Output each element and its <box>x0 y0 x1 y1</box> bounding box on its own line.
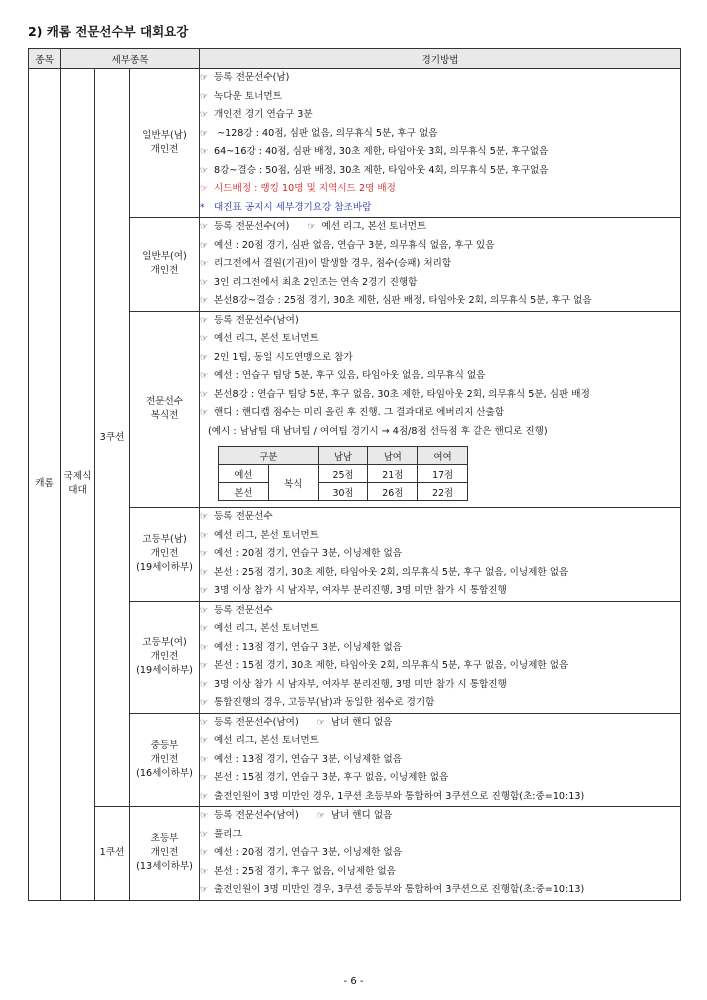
rule-line <box>200 769 680 788</box>
rule-text: 등록 전문선수 <box>214 511 273 522</box>
rules-cell <box>200 311 681 508</box>
rule-line <box>200 125 680 144</box>
handicap-value: 25점 <box>318 465 368 483</box>
pointing-hand-icon: ☞ <box>200 605 209 616</box>
pointing-hand-icon: ☞ <box>200 885 209 895</box>
rule-text: 예선 리그, 본선 토너먼트 <box>321 221 427 232</box>
rule-line <box>200 143 680 162</box>
rule-text: 녹다운 토너먼트 <box>214 90 282 102</box>
pointing-hand-icon: ☞ <box>200 848 209 858</box>
header-jongmok: 종목 <box>29 49 61 69</box>
pointing-hand-icon: ☞ <box>200 408 209 418</box>
handicap-value: 17점 <box>418 465 468 483</box>
rules-cell <box>200 807 681 901</box>
pointing-hand-icon: ☞ <box>200 147 209 157</box>
pointing-hand-icon: ☞ <box>200 110 209 120</box>
rule-line <box>200 826 680 845</box>
sport-cell: 캐롬 <box>29 69 61 901</box>
pointing-hand-icon: ☞ <box>200 315 209 326</box>
rule-text: 예선 : 20점 경기, 심판 없음, 연습구 3분, 의무휴식 없음, 후구 있음 <box>214 239 495 251</box>
handicap-table <box>218 446 468 501</box>
rule-text: 2인 1팀, 동일 시도연맹으로 참가 <box>214 351 353 363</box>
pointing-hand-icon: ☞ <box>200 866 209 877</box>
rule-text: 본선 : 15점 경기, 연습구 3분, 후구 없음, 이닝제한 없음 <box>214 772 449 783</box>
handicap-header: 남여 <box>368 447 418 465</box>
competition-table <box>28 48 681 901</box>
handicap-value: 21점 <box>368 465 418 483</box>
pointing-hand-icon: ☞ <box>200 371 209 381</box>
rule-line <box>200 386 680 405</box>
rule-line <box>200 367 680 386</box>
handicap-value: 30점 <box>318 483 368 501</box>
rule-text: 본선8강 : 연습구 팀당 5분, 후구 없음, 30초 제한, 타임아웃 2회, 의무휴식 5분, 심판 배정 <box>214 388 590 400</box>
rule-text: 예선 리그, 본선 토너먼트 <box>214 529 319 541</box>
rule-line <box>200 545 680 564</box>
table-header-row <box>29 49 681 69</box>
pointing-hand-icon: ☞ <box>200 240 209 251</box>
pointing-hand-icon: ☞ <box>307 222 316 232</box>
pointing-hand-icon: ☞ <box>200 549 209 559</box>
handicap-header: 여여 <box>418 447 468 465</box>
handicap-value: 26점 <box>368 483 418 501</box>
rule-line <box>200 218 680 237</box>
one-cushion-cell: 1쿠션 <box>95 807 130 901</box>
pointing-hand-icon: ☞ <box>200 389 209 400</box>
rule-text: 등록 전문선수(남여) <box>214 314 299 326</box>
rule-line <box>200 349 680 368</box>
rule-text: 시드배정 : 랭킹 10명 및 지역시드 2명 배정 <box>214 183 396 194</box>
rule-line <box>200 312 680 331</box>
rule-text: ~128강 : 40점, 심판 없음, 의무휴식 5분, 후구 없음 <box>214 127 438 139</box>
table-row <box>29 807 681 901</box>
division-name: 중등부 개인전 (16세이하부) <box>130 713 200 807</box>
rule-text: 본선 : 15점 경기, 30초 제한, 타임아웃 2회, 의무휴식 5분, 후구 없음, 이닝제한 없음 <box>214 660 569 671</box>
pointing-hand-icon: ☞ <box>200 717 209 728</box>
rule-text: 등록 전문선수 <box>214 604 273 616</box>
rule-text: 예선 : 연습구 팀당 5분, 후구 있음, 타임아웃 없음, 의무휴식 없음 <box>214 370 486 381</box>
rule-line <box>200 582 680 601</box>
rule-text: 본선 : 25점 경기, 30초 제한, 타임아웃 2회, 의무휴식 5분, 후구 없음, 이닝제한 없음 <box>214 566 569 578</box>
pointing-hand-icon: ☞ <box>200 165 209 176</box>
rule-line <box>200 330 680 349</box>
rule-line <box>200 788 680 807</box>
division-name: 전문선수 복식전 <box>130 311 200 508</box>
rule-line <box>200 694 680 713</box>
rule-line <box>200 404 680 423</box>
division-name: 초등부 개인전 (13세이하부) <box>130 807 200 901</box>
pointing-hand-icon: ☞ <box>200 698 209 708</box>
rule-line <box>200 180 680 199</box>
rule-line <box>200 527 680 546</box>
rule-text: 풀리그 <box>214 828 242 840</box>
rule-text: 남녀 핸디 없음 <box>330 810 393 821</box>
rule-text: 등록 전문선수(남) <box>214 72 290 83</box>
rule-line <box>200 162 680 181</box>
rule-line <box>200 237 680 256</box>
handicap-header: 구분 <box>219 447 319 465</box>
header-sebu: 세부종목 <box>61 49 200 69</box>
rule-text: 핸디 : 핸디캡 점수는 미리 올린 후 진행. 그 결과대로 에버리지 산출함 <box>214 407 505 418</box>
rule-text: 대진표 공지시 세부경기요강 참조바람 <box>214 201 372 213</box>
pointing-hand-icon: ☞ <box>316 811 325 821</box>
pointing-hand-icon: ☞ <box>200 791 209 802</box>
rule-text: 통합진행의 경우, 고등부(남)과 동일한 점수로 경기함 <box>214 697 435 708</box>
rule-text: 3인 리그전에서 최초 2인조는 연속 2경기 진행함 <box>214 276 418 288</box>
rule-line <box>200 807 680 826</box>
asterisk-icon: * <box>200 202 205 213</box>
division-name: 고등부(남) 개인전 (19세이하부) <box>130 508 200 602</box>
division-name: 일반부(여) 개인전 <box>130 218 200 312</box>
rules-cell <box>200 508 681 602</box>
pointing-hand-icon: ☞ <box>200 567 209 578</box>
pointing-hand-icon: ☞ <box>200 512 209 522</box>
rule-line <box>200 423 680 442</box>
rule-text: 등록 전문선수(남여) <box>214 716 299 728</box>
pointing-hand-icon: ☞ <box>200 530 209 541</box>
rule-line <box>200 751 680 770</box>
rule-text: (예시 : 남남팀 대 남녀팀 / 여여팀 경기시 → 4점/8점 선득점 후 같은 핸디로 진행) <box>208 425 548 437</box>
rule-line <box>200 863 680 882</box>
three-cushion-cell: 3쿠션 <box>95 69 130 807</box>
pointing-hand-icon: ☞ <box>200 296 209 306</box>
pointing-hand-icon: ☞ <box>200 73 209 83</box>
rules-cell <box>200 713 681 807</box>
rule-line <box>200 508 680 527</box>
rule-text: 본선8강~결승 : 25점 경기, 30초 제한, 심판 배정, 타임아웃 2회, 의무휴식 5분, 후구 없음 <box>214 295 592 306</box>
rule-text: 리그전에서 결원(기권)이 발생할 경우, 점수(승패) 처리함 <box>214 258 452 269</box>
rule-line <box>200 199 680 218</box>
rule-line <box>200 255 680 274</box>
pointing-hand-icon: ☞ <box>200 624 209 634</box>
table-row <box>29 69 681 218</box>
pointing-hand-icon: ☞ <box>200 754 209 765</box>
handicap-doubles: 복식 <box>268 465 318 501</box>
handicap-label: 본선 <box>219 483 269 501</box>
handicap-value: 22점 <box>418 483 468 501</box>
rule-text: 3명 이상 참가 시 남자부, 여자부 분리진행, 3명 미만 참가 시 통합진행 <box>214 678 507 690</box>
pointing-hand-icon: ☞ <box>200 277 209 288</box>
rule-text: 8강~결승 : 50점, 심판 배정, 30초 제한, 타임아웃 4회, 의무휴식 5분, 후구없음 <box>214 164 549 176</box>
rule-line <box>200 881 680 900</box>
rule-text: 예선 : 20점 경기, 연습구 3분, 이닝제한 없음 <box>214 548 403 559</box>
rule-text: 등록 전문선수(여) <box>214 221 290 232</box>
rule-line <box>200 657 680 676</box>
rule-text: 예선 리그, 본선 토너먼트 <box>214 333 319 344</box>
page-number: - 6 - <box>343 976 364 987</box>
rule-line <box>200 274 680 293</box>
rule-text: 64~16강 : 40점, 심판 배정, 30초 제한, 타임아웃 3회, 의무휴식 5분, 후구없음 <box>214 146 549 157</box>
rule-line <box>200 676 680 695</box>
rules-cell <box>200 218 681 312</box>
rule-text: 본선 : 25점 경기, 후구 없음, 이닝제한 없음 <box>214 865 396 877</box>
rule-text: 예선 리그, 본선 토너먼트 <box>214 623 319 634</box>
rule-line <box>200 620 680 639</box>
pointing-hand-icon: ☞ <box>200 222 209 232</box>
rule-text: 등록 전문선수(남여) <box>214 810 299 821</box>
rule-text: 출전인원이 3명 미만인 경우, 3쿠션 중등부와 통합하여 3쿠션으로 진행함(초:중=10:13) <box>214 884 585 895</box>
pointing-hand-icon: ☞ <box>200 811 209 821</box>
rule-text: 예선 : 13점 경기, 연습구 3분, 이닝제한 없음 <box>214 641 403 653</box>
rule-line <box>200 639 680 658</box>
rule-line <box>200 106 680 125</box>
handicap-header: 남남 <box>318 447 368 465</box>
pointing-hand-icon: ☞ <box>200 259 209 269</box>
pointing-hand-icon: ☞ <box>200 586 209 596</box>
division-name: 고등부(여) 개인전 (19세이하부) <box>130 601 200 713</box>
pointing-hand-icon: ☞ <box>200 128 209 139</box>
rule-line <box>200 602 680 621</box>
header-method: 경기방법 <box>200 49 681 69</box>
handicap-header-row <box>219 447 468 465</box>
rule-text: 예선 : 20점 경기, 연습구 3분, 이닝제한 없음 <box>214 847 403 858</box>
rule-text: 출전인원이 3명 미만인 경우, 1쿠션 초등부와 통합하여 3쿠션으로 진행함(초:중=10:13) <box>214 790 585 802</box>
rule-line <box>200 714 680 733</box>
pointing-hand-icon: ☞ <box>200 829 209 840</box>
rule-text: 예선 리그, 본선 토너먼트 <box>214 735 319 746</box>
handicap-label: 예선 <box>219 465 269 483</box>
pointing-hand-icon: ☞ <box>200 679 209 690</box>
rule-text: 개인전 경기 연습구 3분 <box>214 109 313 120</box>
rule-line <box>200 564 680 583</box>
rule-text: 남녀 핸디 없음 <box>330 716 393 728</box>
pointing-hand-icon: ☞ <box>200 736 209 746</box>
format-cell: 국제식 대대 <box>61 69 95 901</box>
pointing-hand-icon: ☞ <box>316 717 325 728</box>
section-title: 2) 캐롬 전문선수부 대회요강 <box>28 24 189 39</box>
pointing-hand-icon: ☞ <box>200 184 209 194</box>
rule-text: 3명 이상 참가 시 남자부, 여자부 분리진행, 3명 미만 참가 시 통합진행 <box>214 585 507 596</box>
pointing-hand-icon: ☞ <box>200 661 209 671</box>
pointing-hand-icon: ☞ <box>200 91 209 102</box>
rule-line <box>200 88 680 107</box>
rule-line <box>200 292 680 311</box>
handicap-row <box>219 465 468 483</box>
rules-cell <box>200 601 681 713</box>
division-name: 일반부(남) 개인전 <box>130 69 200 218</box>
rules-cell <box>200 69 681 218</box>
rule-line <box>200 69 680 88</box>
handicap-row <box>219 483 468 501</box>
pointing-hand-icon: ☞ <box>200 334 209 344</box>
rule-line <box>200 732 680 751</box>
pointing-hand-icon: ☞ <box>200 352 209 363</box>
pointing-hand-icon: ☞ <box>200 642 209 653</box>
rule-line <box>200 844 680 863</box>
rule-text: 예선 : 13점 경기, 연습구 3분, 이닝제한 없음 <box>214 753 403 765</box>
pointing-hand-icon: ☞ <box>200 773 209 783</box>
